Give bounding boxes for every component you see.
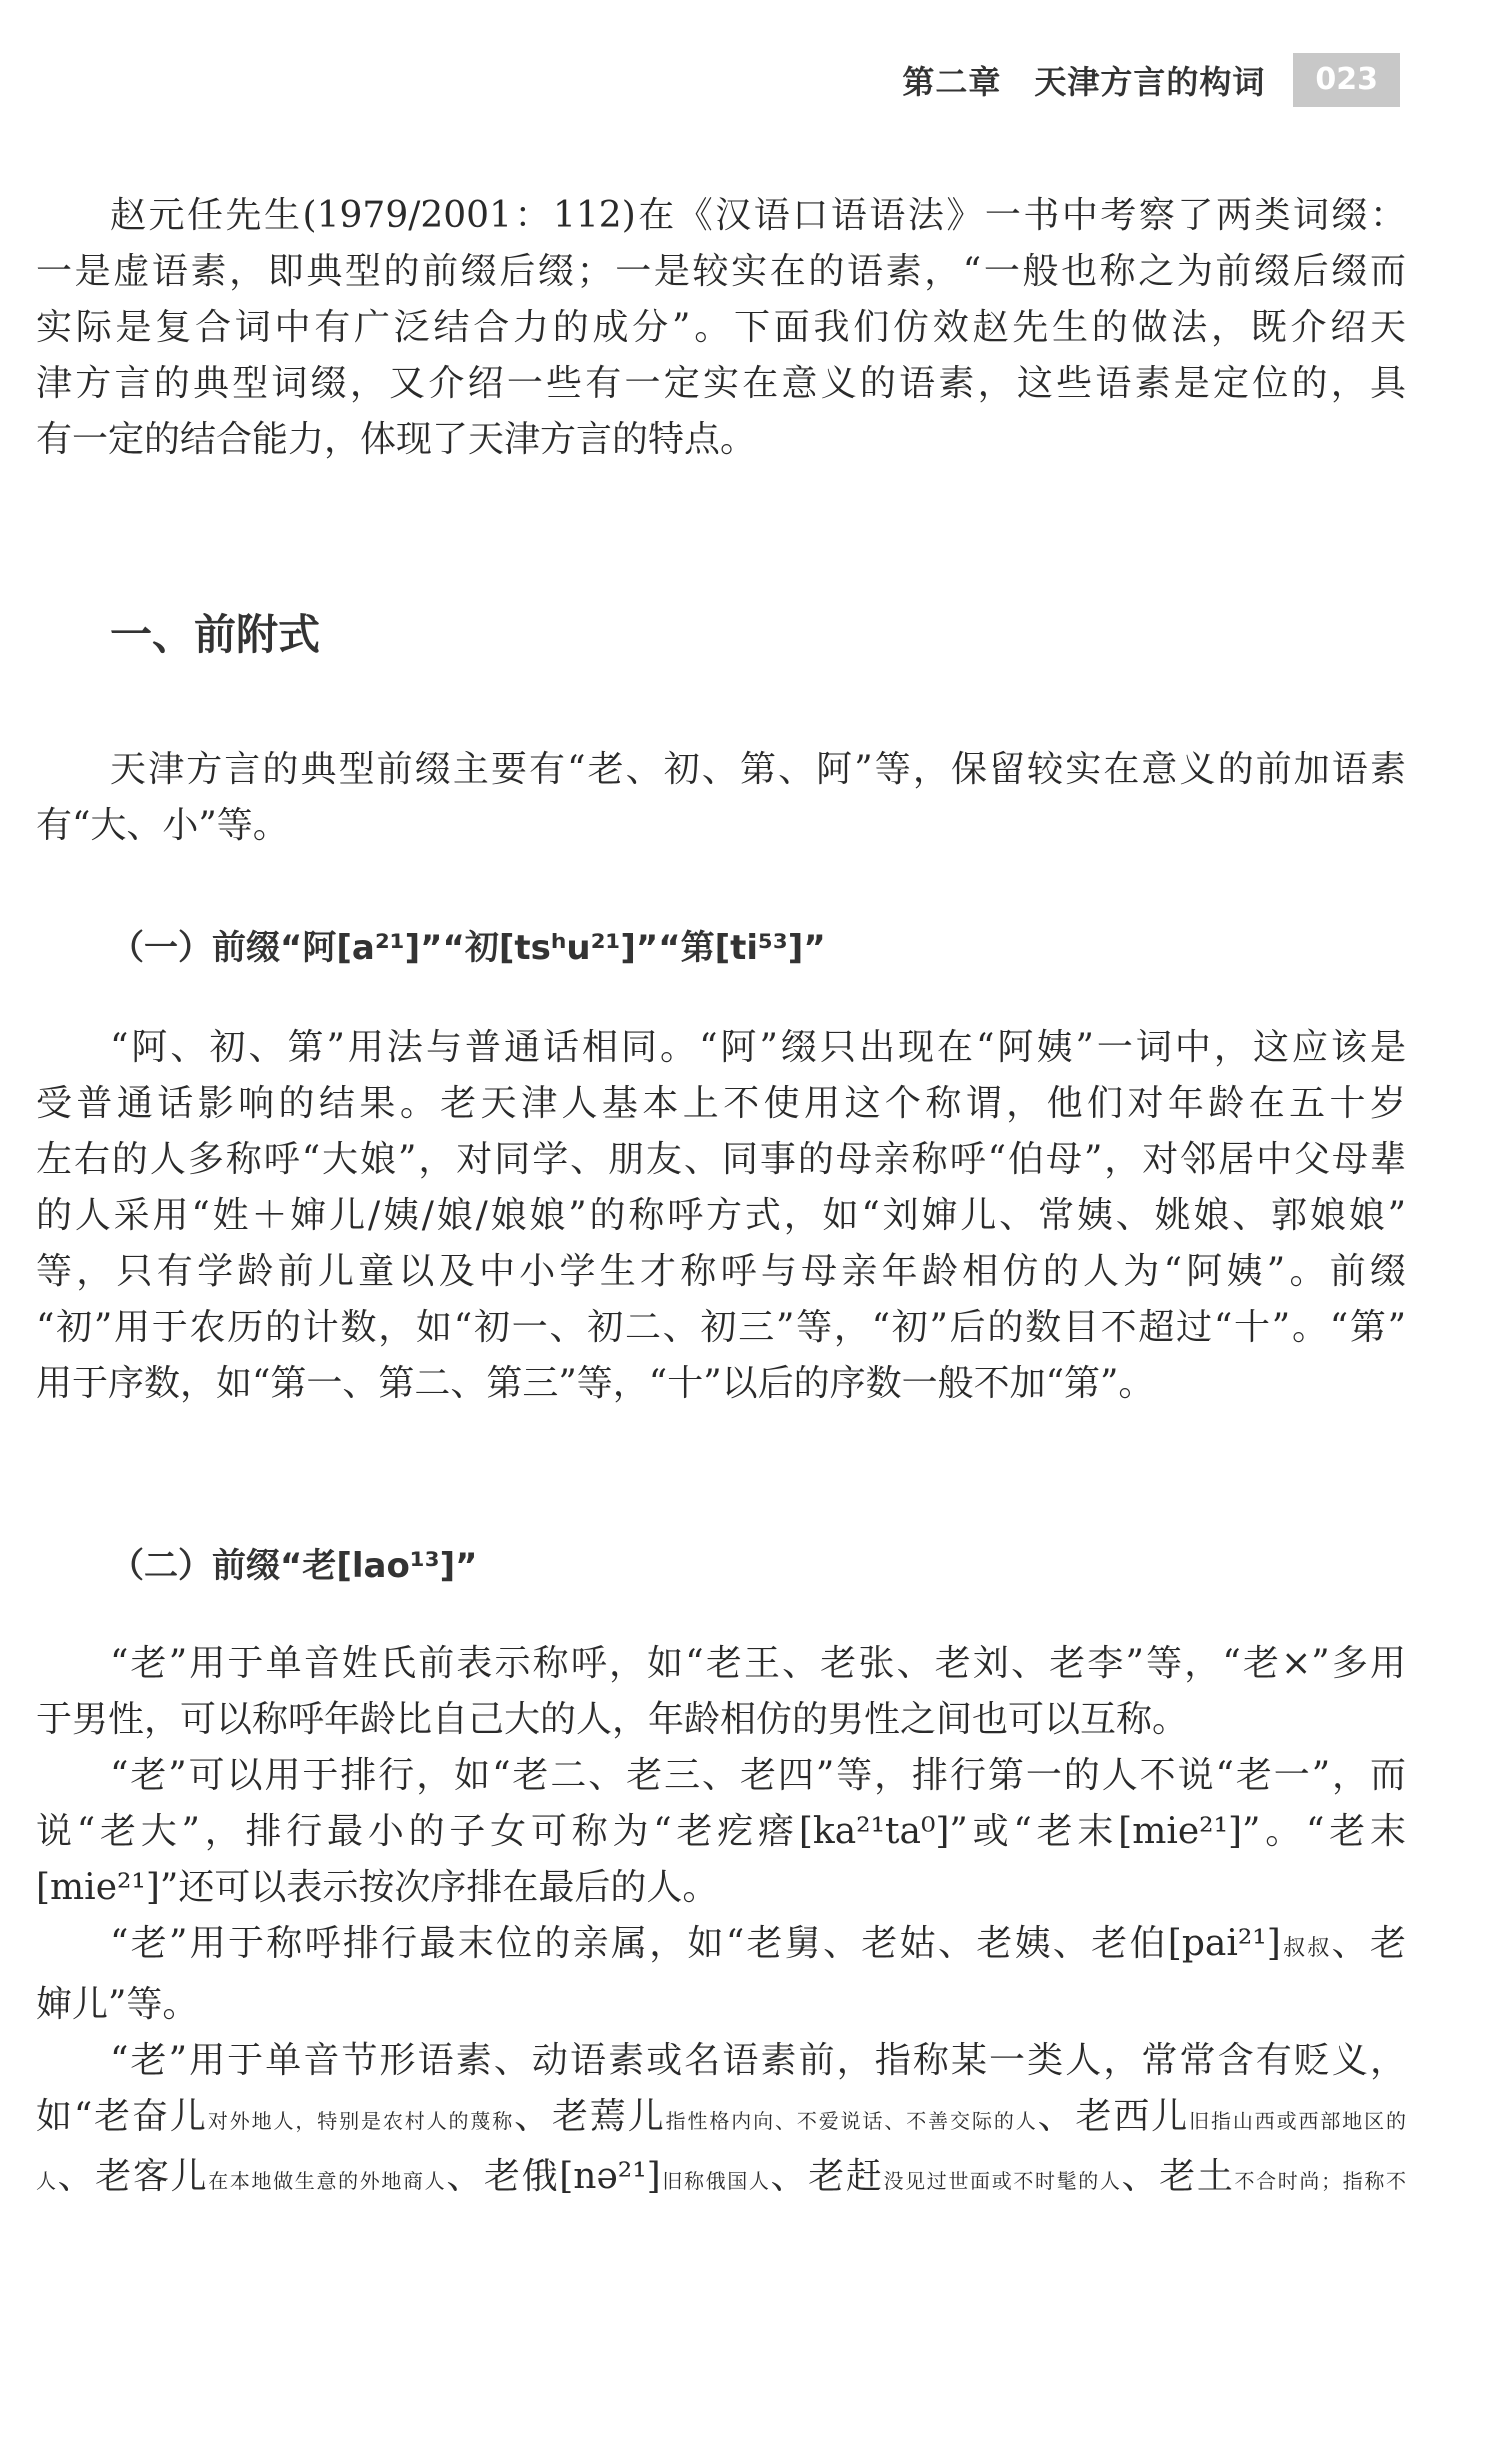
text-line: 用于序数，如“第一、第二、第三”等，“十”以后的序数一般不加“第”。	[36, 1363, 1155, 1404]
text-segment: “老”用于称呼排行最末位的亲属，如“老舅、老姑、老姨、老伯[pai²¹]	[110, 1923, 1281, 1964]
subsection-2-paragraphs	[36, 1636, 1406, 2209]
text-line: 受普通话影响的结果。老天津人基本上不使用这个称谓，他们对年龄在五十岁	[36, 1083, 1406, 1124]
text-line: “初”用于农历的计数，如“初一、初二、初三”等，“初”后的数目不超过“十”。“第”	[36, 1307, 1406, 1348]
text-line: “老”用于单音姓氏前表示称呼，如“老王、老张、老刘、老李”等，“老×”多用	[110, 1643, 1406, 1684]
section-intro-paragraph	[36, 742, 1406, 854]
text-segment: 、老土	[1121, 2156, 1235, 2197]
page-number: 023	[1293, 53, 1400, 107]
text-line	[36, 2089, 1406, 2149]
text-line: 有一定的结合能力，体现了天津方言的特点。	[36, 419, 757, 460]
text-line: “阿、初、第”用法与普通话相同。“阿”缀只出现在“阿姨”一词中，这应该是	[110, 1027, 1406, 1068]
text-segment: 、老俄[nə²¹]	[446, 2156, 661, 2197]
text-segment: 、老客儿	[57, 2156, 209, 2197]
text-line: 的人采用“姓＋婶儿/姨/娘/娘娘”的称呼方式，如“刘婶儿、常姨、姚娘、郭娘娘”	[36, 1195, 1406, 1236]
gloss-note: 叔叔	[1280, 1936, 1332, 1961]
gloss-note: 不合时尚；指称不	[1234, 2169, 1407, 2193]
subsection-heading-2: （二）前缀“老[lao¹³]”	[110, 1546, 478, 1586]
text-line: “老”用于单音节形语素、动语素或名语素前，指称某一类人，常常含有贬义，	[110, 2040, 1406, 2081]
text-line: 说“老大”，排行最小的子女可称为“老疙瘩[ka²¹ta⁰]”或“老末[mie²¹]”。“老末	[36, 1811, 1406, 1852]
text-segment: 、老西儿	[1037, 2096, 1190, 2137]
text-segment: 、老	[1331, 1923, 1406, 1964]
text-line: “老”可以用于排行，如“老二、老三、老四”等，排行第一的人不说“老一”，而	[110, 1755, 1406, 1796]
text-segment: 如“老奋儿	[36, 2096, 208, 2137]
chapter-title: 第二章 天津方言的构词	[902, 63, 1266, 101]
text-line: 于男性，可以称呼年龄比自己大的人，年龄相仿的男性之间也可以互称。	[36, 1699, 1189, 1740]
text-line: 一是虚语素，即典型的前缀后缀；一是较实在的语素，“一般也称之为前缀后缀而	[36, 251, 1406, 292]
text-segment: 、老蔫儿	[514, 2096, 666, 2137]
subsection-1-paragraph	[36, 1020, 1406, 1412]
text-line: 左右的人多称呼“大娘”，对同学、朋友、同事的母亲称呼“伯母”，对邻居中父母辈	[36, 1139, 1406, 1180]
text-line: 实际是复合词中有广泛结合力的成分”。下面我们仿效赵先生的做法，既介绍天	[36, 307, 1406, 348]
intro-paragraph	[36, 188, 1406, 468]
section-heading: 一、前附式	[110, 610, 321, 659]
text-line: [mie²¹]”还可以表示按次序排在最后的人。	[36, 1867, 719, 1908]
text-line: 赵元任先生(1979/2001：112)在《汉语口语语法》一书中考察了两类词缀：	[110, 195, 1406, 236]
gloss-note: 对外地人，特别是农村人的蔑称	[207, 2109, 515, 2133]
running-header	[880, 52, 1400, 108]
gloss-note: 人	[36, 2169, 58, 2193]
text-line	[36, 2149, 1406, 2209]
text-line	[36, 1916, 1406, 1977]
text-segment: 、老赶	[770, 2156, 884, 2197]
text-line: 有“大、小”等。	[36, 805, 289, 846]
gloss-note: 没见过世面或不时髦的人	[883, 2169, 1122, 2193]
gloss-note: 指性格内向、不爱说话、不善交际的人	[665, 2109, 1038, 2133]
subsection-heading-1: （一）前缀“阿[a²¹]”“初[tsʰu²¹]”“第[ti⁵³]”	[110, 928, 826, 968]
gloss-note: 旧称俄国人	[660, 2169, 771, 2193]
gloss-note: 旧指山西或西部地区的	[1189, 2109, 1407, 2133]
text-line: 天津方言的典型前缀主要有“老、初、第、阿”等，保留较实在意义的前加语素	[110, 749, 1406, 790]
text-line: 津方言的典型词缀，又介绍一些有一定实在意义的语素，这些语素是定位的，具	[36, 363, 1406, 404]
text-line: 婶儿”等。	[36, 1984, 199, 2025]
text-line: 等，只有学龄前儿童以及中小学生才称呼与母亲年龄相仿的人为“阿姨”。前缀	[36, 1251, 1406, 1292]
gloss-note: 在本地做生意的外地商人	[208, 2169, 447, 2193]
